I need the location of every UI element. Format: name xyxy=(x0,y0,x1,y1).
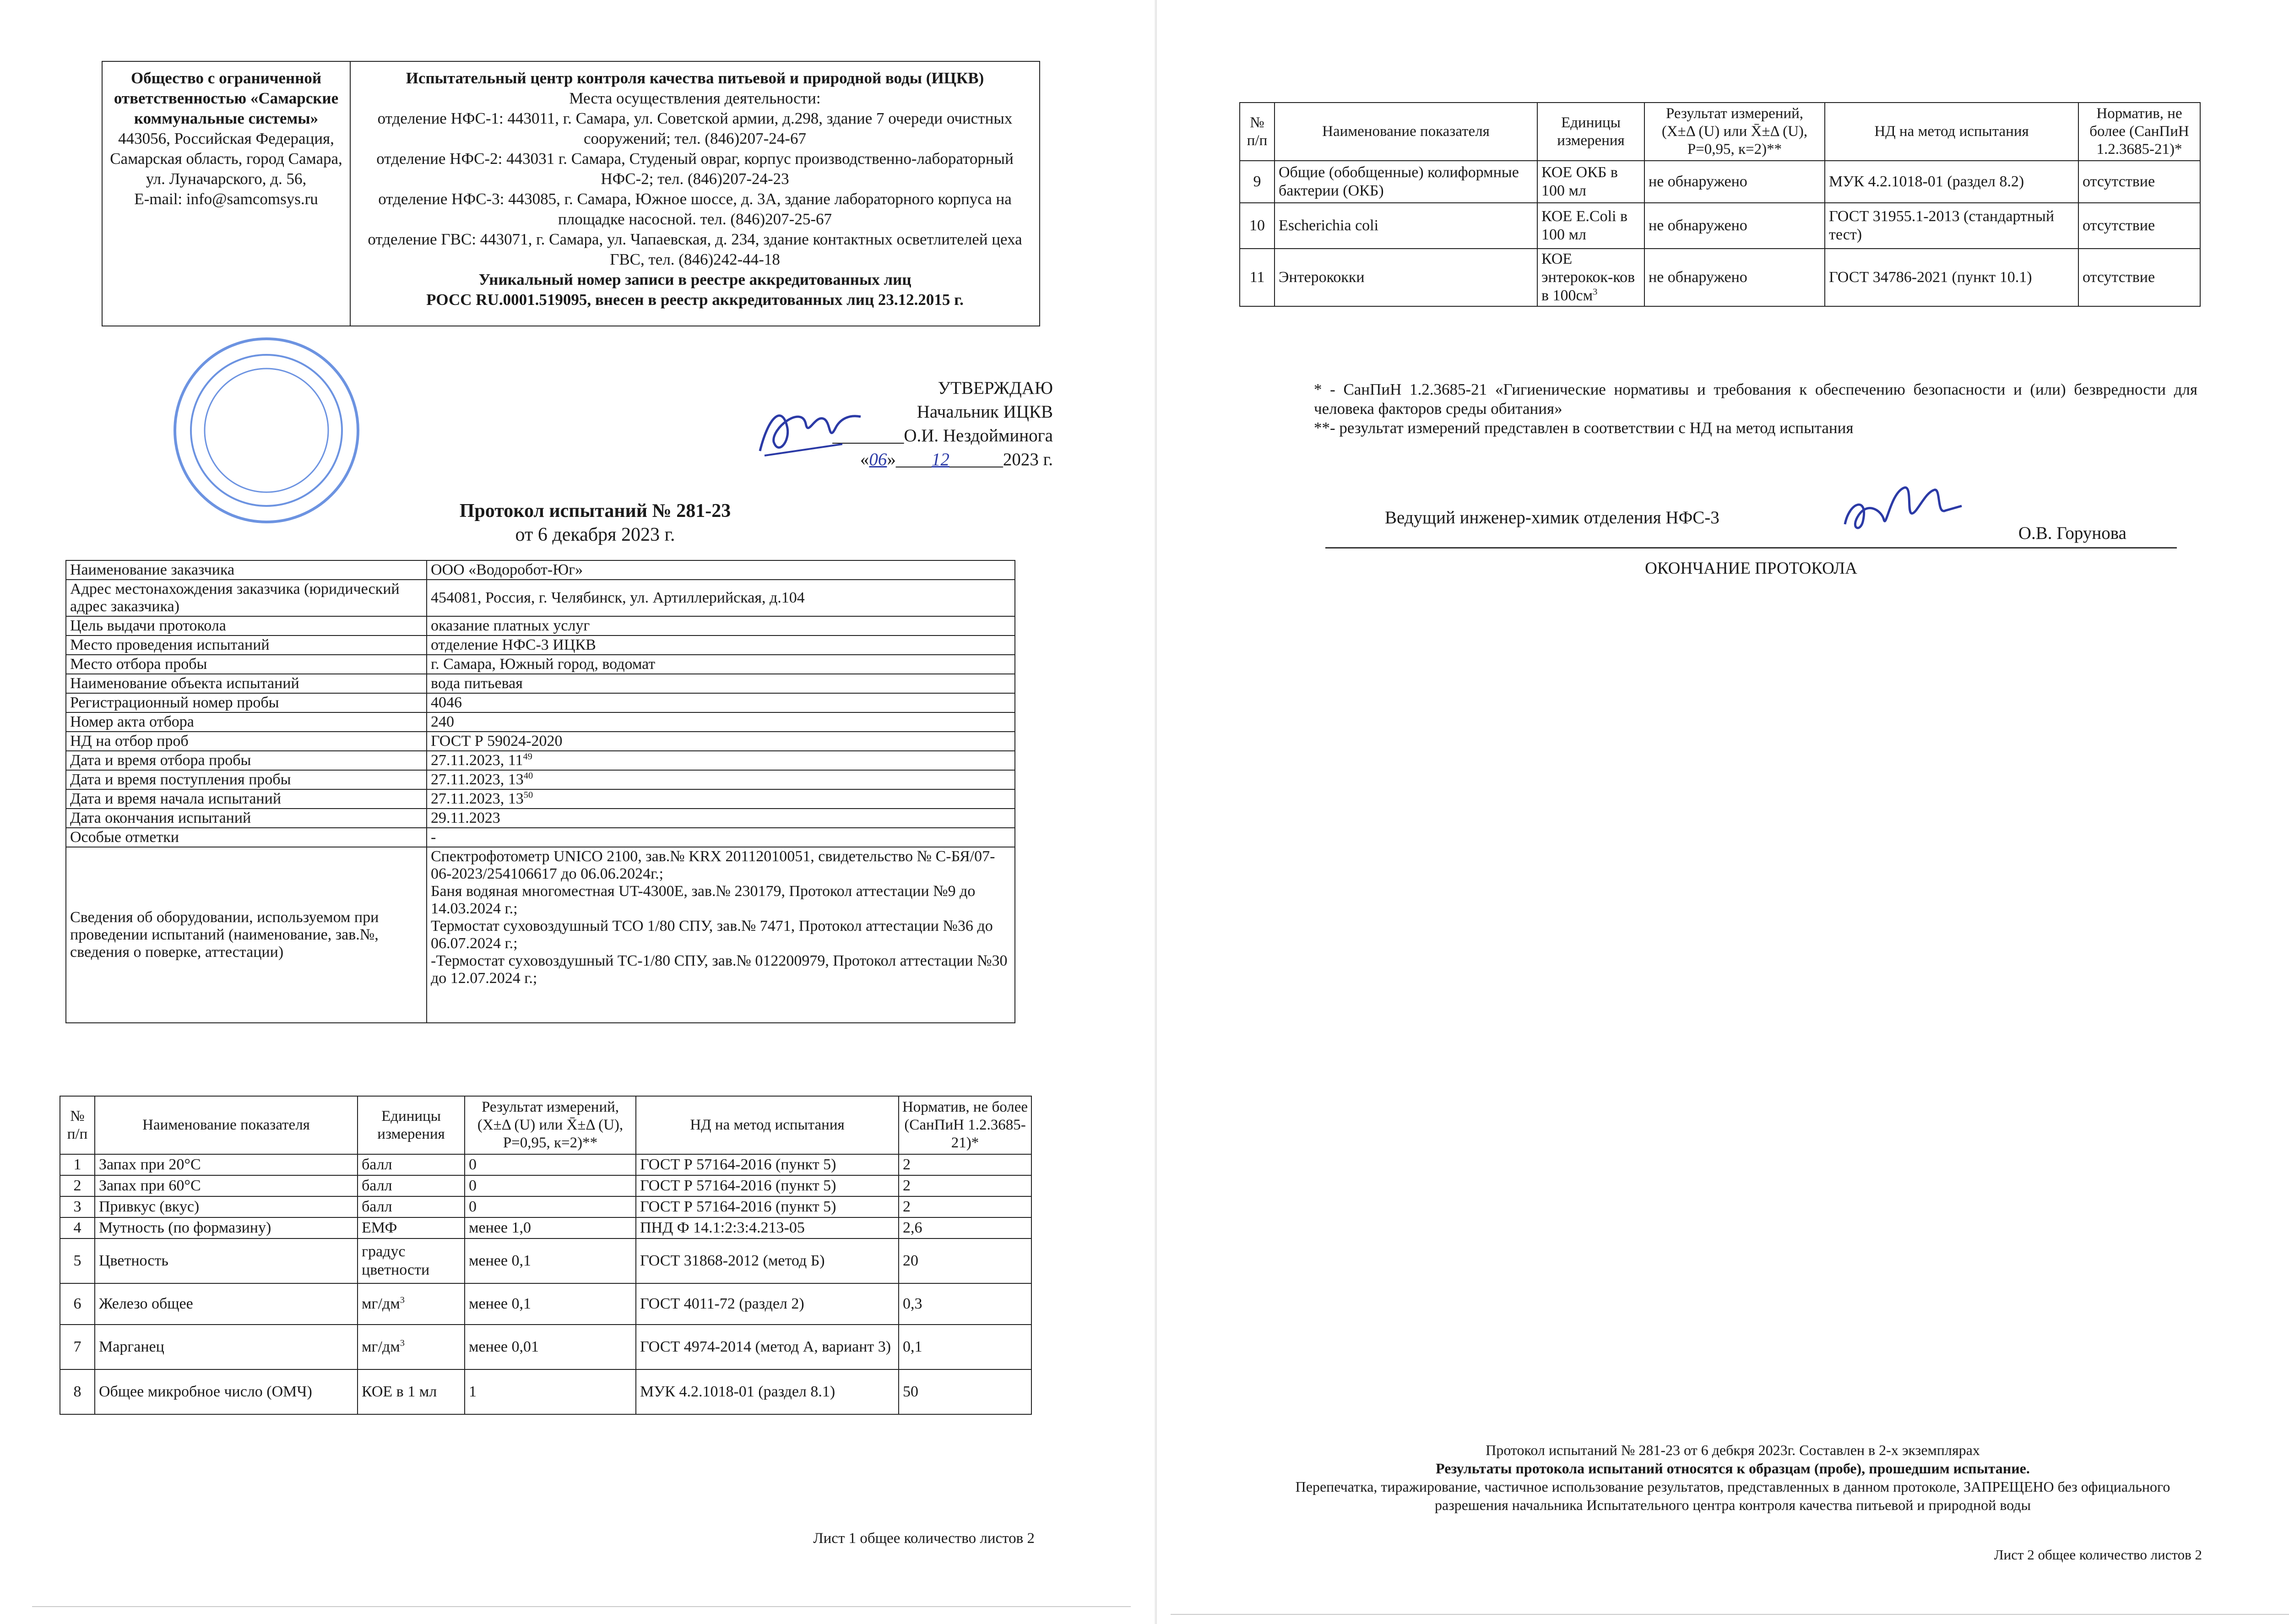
header-result: Результат измерений, (X±Δ (U) или X̄±Δ (U), P=0,95, к=2)** xyxy=(465,1096,636,1154)
result-norm-text: 50 xyxy=(903,1383,918,1400)
equipment-item: Баня водяная многоместная UT-4300E, зав.№ 230179, Протокол аттестации №9 до 14.03.2024 г.; xyxy=(431,883,976,917)
result-unit xyxy=(358,1325,465,1369)
result-method-text: МУК 4.2.1018-01 (раздел 8.1) xyxy=(640,1383,835,1400)
organization-header xyxy=(102,61,1040,326)
header-unit: Единицы измерения xyxy=(1537,103,1644,161)
result-value xyxy=(465,1154,636,1175)
result-value-text: 1 xyxy=(469,1383,477,1400)
branch-gvs: отделение ГВС: 443071, г. Самара, ул. Чапаевская, д. 234, здание контактных осветлителей цеха ГВС, тел. (846)242-44-18 xyxy=(368,230,1022,268)
result-method xyxy=(636,1154,899,1175)
info-row xyxy=(66,560,1015,580)
result-norm xyxy=(2078,203,2200,249)
result-indicator-text: Мутность (по формазину) xyxy=(99,1219,271,1236)
info-value-text: - xyxy=(431,829,436,846)
result-indicator xyxy=(1275,249,1537,306)
result-indicator-text: Escherichia coli xyxy=(1279,217,1379,234)
unit-exponent: 3 xyxy=(1593,287,1598,297)
end-divider xyxy=(1325,547,2177,549)
result-number-text: 1 xyxy=(73,1156,81,1173)
info-label: НД на отбор проб xyxy=(66,732,427,751)
header-indicator: Наименование показателя xyxy=(95,1096,358,1154)
info-value xyxy=(427,712,1015,732)
result-number xyxy=(60,1325,95,1369)
result-indicator xyxy=(1275,203,1537,249)
result-number-text: 8 xyxy=(73,1383,81,1400)
end-of-protocol: ОКОНЧАНИЕ ПРОТОКОЛА xyxy=(1645,559,1857,578)
result-unit-text: мг/дм xyxy=(362,1338,400,1355)
protocol-number: Протокол испытаний № 281-23 xyxy=(459,500,731,521)
info-value-text: ГОСТ Р 59024-2020 xyxy=(431,733,563,750)
branch-nfs3: отделение НФС-3: 443085, г. Самара, Южное шоссе, д. 3А, здание лабораторного корпуса на площадке насосной. тел. (846)207-25-67 xyxy=(378,190,1012,228)
result-norm-text: отсутствие xyxy=(2083,173,2155,190)
result-norm xyxy=(2078,249,2200,306)
unit-exponent: 3 xyxy=(400,1338,405,1348)
info-label: Дата и время поступления пробы xyxy=(66,770,427,789)
protocol-footer xyxy=(1264,1441,2202,1514)
approve-name: ________О.И. Нездойминога xyxy=(832,426,1053,445)
result-number-text: 4 xyxy=(73,1219,81,1236)
result-value xyxy=(465,1325,636,1369)
result-row xyxy=(60,1217,1031,1238)
result-indicator-text: Цветность xyxy=(99,1252,168,1269)
info-row xyxy=(66,712,1015,732)
result-indicator xyxy=(95,1154,358,1175)
header-method: НД на метод испытания xyxy=(636,1096,899,1154)
result-indicator xyxy=(95,1175,358,1196)
header-unit: Единицы измерения xyxy=(358,1096,465,1154)
branch-nfs1: отделение НФС-1: 443011, г. Самара, ул. Советской армии, д.298, здание 7 очереди очистных сооружений; тел. (846)207-24-67 xyxy=(377,109,1013,147)
result-row xyxy=(60,1154,1031,1175)
result-unit-text: КОЕ E.Coli в 100 мл xyxy=(1541,208,1628,243)
result-value xyxy=(465,1369,636,1414)
footer-copies: Протокол испытаний № 281-23 от 6 дебкря 2023г. Составлен в 2-х экземплярах xyxy=(1486,1442,1980,1458)
result-unit xyxy=(358,1238,465,1283)
result-value xyxy=(465,1238,636,1283)
result-number xyxy=(1240,161,1275,203)
info-row xyxy=(66,655,1015,674)
info-label: Особые отметки xyxy=(66,828,427,847)
equipment-row xyxy=(66,847,1015,1023)
result-norm-text: отсутствие xyxy=(2083,217,2155,234)
result-number-text: 2 xyxy=(73,1177,81,1194)
scan-edge-line xyxy=(1171,1614,2289,1615)
header-result: Результат измерений, (X±Δ (U) или X̄±Δ (U), P=0,95, к=2)** xyxy=(1644,103,1825,161)
result-norm-text: 2 xyxy=(903,1156,911,1173)
result-value-text: не обнаружено xyxy=(1649,217,1747,234)
info-value-text: оказание платных услуг xyxy=(431,617,590,634)
stamp-seal-icon xyxy=(170,334,363,527)
result-method-text: ГОСТ 4011-72 (раздел 2) xyxy=(640,1295,804,1312)
result-method-text: ГОСТ 31868-2012 (метод Б) xyxy=(640,1252,825,1269)
result-method xyxy=(636,1196,899,1217)
result-number xyxy=(60,1238,95,1283)
result-indicator xyxy=(95,1369,358,1414)
header-norm: Норматив, не более (СанПиН 1.2.3685-21)* xyxy=(899,1096,1031,1154)
result-row xyxy=(60,1283,1031,1325)
result-norm-text: 2,6 xyxy=(903,1219,922,1236)
info-value xyxy=(427,616,1015,635)
results-header-row xyxy=(60,1096,1031,1154)
approve-position: Начальник ИЦКВ xyxy=(917,402,1053,422)
result-number xyxy=(1240,249,1275,306)
result-row xyxy=(60,1369,1031,1414)
result-norm xyxy=(899,1283,1031,1325)
result-method xyxy=(636,1175,899,1196)
time-minutes: 50 xyxy=(523,790,533,800)
signer-role: Ведущий инженер-химик отделения НФС-3 xyxy=(1385,508,1719,527)
result-value-text: менее 0,1 xyxy=(469,1252,531,1269)
result-norm xyxy=(899,1217,1031,1238)
result-method xyxy=(636,1238,899,1283)
scan-edge-line xyxy=(32,1606,1131,1607)
info-value-text: г. Самара, Южный город, водомат xyxy=(431,656,656,673)
sample-info-body xyxy=(66,560,1015,1023)
result-indicator-text: Марганец xyxy=(99,1338,164,1355)
header-indicator: Наименование показателя xyxy=(1275,103,1537,161)
header-norm: Норматив, не более (СанПиН 1.2.3685-21)* xyxy=(2078,103,2200,161)
info-label: Номер акта отбора xyxy=(66,712,427,732)
info-value xyxy=(427,828,1015,847)
result-method xyxy=(1825,161,2078,203)
time-minutes: 49 xyxy=(523,751,532,762)
result-value-text: 0 xyxy=(469,1198,477,1215)
result-value-text: менее 0,1 xyxy=(469,1295,531,1312)
info-row xyxy=(66,828,1015,847)
info-value-text: ООО «Водоробот-Юг» xyxy=(431,561,583,578)
center-title: Испытательный центр контроля качества питьевой и природной воды (ИЦКВ) xyxy=(406,69,984,87)
info-row xyxy=(66,674,1015,693)
result-value xyxy=(1644,203,1825,249)
equipment-list xyxy=(427,847,1015,1023)
info-value xyxy=(427,655,1015,674)
result-method xyxy=(636,1369,899,1414)
result-indicator-text: Общие (обобщенные) колиформные бактерии (ОКБ) xyxy=(1279,164,1519,199)
info-row xyxy=(66,751,1015,770)
result-method-text: ГОСТ 4974-2014 (метод А, вариант 3) xyxy=(640,1338,891,1355)
sheet-number-2: Лист 2 общее количество листов 2 xyxy=(1994,1547,2202,1563)
equipment-item: Спектрофотометр UNICO 2100, зав.№ KRX 20112010051, свидетельство № С-БЯ/07-06-2023/254106617 до 06.06.2024г.; xyxy=(431,848,995,882)
footnotes xyxy=(1314,380,2197,438)
info-value-text: 29.11.2023 xyxy=(431,809,500,826)
result-number-text: 11 xyxy=(1249,269,1265,286)
result-unit xyxy=(1537,249,1644,306)
result-number-text: 5 xyxy=(73,1252,81,1269)
signature-icon xyxy=(751,387,870,465)
info-row xyxy=(66,789,1015,809)
header-number: № п/п xyxy=(60,1096,95,1154)
info-value xyxy=(427,674,1015,693)
result-norm xyxy=(899,1154,1031,1175)
result-norm-text: 20 xyxy=(903,1252,918,1269)
result-number xyxy=(60,1217,95,1238)
signature-line xyxy=(1385,507,2126,543)
result-value-text: 0 xyxy=(469,1177,477,1194)
result-method xyxy=(636,1283,899,1325)
unit-exponent: 3 xyxy=(400,1295,405,1305)
header-method: НД на метод испытания xyxy=(1825,103,2078,161)
result-method xyxy=(636,1217,899,1238)
org-email: E-mail: info@samcomsys.ru xyxy=(134,190,318,208)
footnote-result: **- результат измерений представлен в соответствии с НД на метод испытания xyxy=(1314,419,1854,437)
results-table-page-2 xyxy=(1239,102,2201,307)
info-row xyxy=(66,770,1015,789)
info-row xyxy=(66,580,1015,616)
footnote-sanpin: * - СанПиН 1.2.3685-21 «Гигиенические нормативы и требования к обеспечению безопасности и (или) безвредности для человека факторов среды обитания» xyxy=(1314,380,2197,418)
approve-date: «06»____12______2023 г. xyxy=(860,450,1053,469)
info-value xyxy=(427,770,1015,789)
result-method-text: ГОСТ Р 57164-2016 (пункт 5) xyxy=(640,1198,836,1215)
result-indicator-text: Привкус (вкус) xyxy=(99,1198,200,1215)
result-number xyxy=(60,1369,95,1414)
result-unit xyxy=(358,1175,465,1196)
results-body-page-1 xyxy=(60,1154,1031,1414)
result-row xyxy=(1240,203,2200,249)
result-norm-text: 0,1 xyxy=(903,1338,922,1355)
info-label: Дата и время отбора пробы xyxy=(66,751,427,770)
info-label: Адрес местонахождения заказчика (юридический адрес заказчика) xyxy=(66,580,427,616)
result-indicator xyxy=(95,1283,358,1325)
result-indicator-text: Запах при 20°С xyxy=(99,1156,201,1173)
result-value-text: менее 1,0 xyxy=(469,1219,531,1236)
info-value xyxy=(427,732,1015,751)
result-norm xyxy=(899,1175,1031,1196)
result-indicator xyxy=(95,1325,358,1369)
result-row xyxy=(60,1196,1031,1217)
result-value-text: менее 0,01 xyxy=(469,1338,539,1355)
result-indicator xyxy=(95,1196,358,1217)
equipment-label: Сведения об оборудовании, используемом при проведении испытаний (наименование, зав.№, сведения о поверке, аттестации) xyxy=(66,847,427,1023)
info-value xyxy=(427,751,1015,770)
result-method-text: ГОСТ 34786-2021 (пункт 10.1) xyxy=(1829,269,2032,286)
info-value-text: 27.11.2023, 11 xyxy=(431,752,523,769)
center-cell xyxy=(350,61,1040,326)
info-label: Наименование объекта испытаний xyxy=(66,674,427,693)
result-unit-text: КОЕ ОКБ в 100 мл xyxy=(1541,164,1618,199)
branch-nfs2: отделение НФС-2: 443031 г. Самара, Студеный овраг, корпус производственно-лабораторный НФС-2; тел. (846)207-24-23 xyxy=(376,150,1014,188)
result-unit xyxy=(358,1196,465,1217)
header-number: № п/п xyxy=(1240,103,1275,161)
result-norm xyxy=(899,1238,1031,1283)
footer-scope: Результаты протокола испытаний относятся к образцам (пробе), прошедшим испытание. xyxy=(1436,1460,2030,1477)
result-indicator xyxy=(95,1238,358,1283)
info-row xyxy=(66,635,1015,655)
result-method xyxy=(636,1325,899,1369)
sheet-number-1: Лист 1 общее количество листов 2 xyxy=(813,1530,1035,1547)
result-unit xyxy=(358,1369,465,1414)
result-number-text: 3 xyxy=(73,1198,81,1215)
accreditation-line-1: Уникальный номер записи в реестре аккредитованных лиц xyxy=(478,271,911,288)
result-number xyxy=(60,1175,95,1196)
result-indicator-text: Железо общее xyxy=(99,1295,193,1312)
footer-copyright: Перепечатка, тиражирование, частичное использование результатов, представленных в данном протоколе, ЗАПРЕЩЕНО без официального разрешения начальника Испытательного центра контроля качества питьевой и природной воды xyxy=(1295,1478,2170,1513)
center-subtitle: Места осуществления деятельности: xyxy=(569,89,821,107)
result-unit-text: мг/дм xyxy=(362,1295,400,1312)
result-number xyxy=(60,1196,95,1217)
sample-info-table xyxy=(65,560,1015,1023)
result-indicator xyxy=(95,1217,358,1238)
protocol-date: от 6 декабря 2023 г. xyxy=(515,524,675,545)
info-value-text: 27.11.2023, 13 xyxy=(431,771,524,788)
result-number-text: 9 xyxy=(1253,173,1261,190)
result-unit xyxy=(358,1217,465,1238)
result-number xyxy=(60,1154,95,1175)
result-row xyxy=(1240,249,2200,306)
result-value xyxy=(1644,249,1825,306)
results-body-page-2 xyxy=(1240,161,2200,306)
result-unit-text: градус цветности xyxy=(362,1243,430,1278)
result-method-text: ГОСТ 31955.1-2013 (стандартный тест) xyxy=(1829,208,2055,243)
time-minutes: 40 xyxy=(523,771,533,781)
result-value xyxy=(465,1217,636,1238)
result-method-text: МУК 4.2.1018-01 (раздел 8.2) xyxy=(1829,173,2024,190)
result-method xyxy=(1825,203,2078,249)
info-value-text: 27.11.2023, 13 xyxy=(431,790,524,807)
result-unit xyxy=(358,1283,465,1325)
result-number-text: 6 xyxy=(73,1295,81,1312)
info-value xyxy=(427,693,1015,712)
info-value xyxy=(427,580,1015,616)
result-row xyxy=(60,1325,1031,1369)
org-address: 443056, Российская Федерация, Самарская область, город Самара, ул. Луначарского, д. 56, xyxy=(110,130,342,188)
equipment-item: -Термостат суховоздушный ТС-1/80 СПУ, зав.№ 012200979, Протокол аттестации №30 до 12.07.2024 г.; xyxy=(431,952,1008,987)
signature-icon xyxy=(1836,474,1969,543)
result-norm-text: 0,3 xyxy=(903,1295,922,1312)
result-unit xyxy=(1537,203,1644,249)
result-indicator-text: Общее микробное число (ОМЧ) xyxy=(99,1383,312,1400)
result-method-text: ПНД Ф 14.1:2:3:4.213-05 xyxy=(640,1219,805,1236)
result-norm xyxy=(2078,161,2200,203)
result-row xyxy=(60,1175,1031,1196)
info-value-text: 454081, Россия, г. Челябинск, ул. Артиллерийская, д.104 xyxy=(431,589,805,606)
result-unit-text: ЕМФ xyxy=(362,1219,397,1236)
result-value xyxy=(465,1196,636,1217)
info-label: Наименование заказчика xyxy=(66,560,427,580)
info-value xyxy=(427,809,1015,828)
result-row xyxy=(60,1238,1031,1283)
result-unit-text: балл xyxy=(362,1198,392,1215)
result-norm-text: 2 xyxy=(903,1198,911,1215)
result-value xyxy=(465,1175,636,1196)
info-label: Место проведения испытаний xyxy=(66,635,427,655)
info-row xyxy=(66,616,1015,635)
result-number xyxy=(1240,203,1275,249)
info-label: Дата окончания испытаний xyxy=(66,809,427,828)
info-value-text: вода питьевая xyxy=(431,675,523,692)
info-label: Цель выдачи протокола xyxy=(66,616,427,635)
signer-name: О.В. Горунова xyxy=(2018,523,2126,543)
info-label: Дата и время начала испытаний xyxy=(66,789,427,809)
result-norm-text: отсутствие xyxy=(2083,269,2155,286)
result-method-text: ГОСТ Р 57164-2016 (пункт 5) xyxy=(640,1177,836,1194)
org-name: Общество с ограниченной ответственностью «Самарские коммунальные системы» xyxy=(114,69,339,127)
info-row xyxy=(66,809,1015,828)
result-indicator-text: Запах при 60°С xyxy=(99,1177,201,1194)
result-unit xyxy=(1537,161,1644,203)
result-unit-text: КОЕ энтерокок-ков в 100см xyxy=(1541,250,1635,304)
result-unit-text: КОЕ в 1 мл xyxy=(362,1383,437,1400)
info-label: Регистрационный номер пробы xyxy=(66,693,427,712)
result-unit xyxy=(358,1154,465,1175)
result-number-text: 7 xyxy=(73,1338,81,1355)
info-value-text: 240 xyxy=(431,713,454,730)
accreditation-line-2: РОСС RU.0001.519095, внесен в реестр аккредитованных лиц 23.12.2015 г. xyxy=(426,291,964,309)
approve-word: УТВЕРЖДАЮ xyxy=(938,378,1053,398)
info-row xyxy=(66,732,1015,751)
result-number-text: 10 xyxy=(1249,217,1265,234)
result-method-text: ГОСТ Р 57164-2016 (пункт 5) xyxy=(640,1156,836,1173)
result-value-text: не обнаружено xyxy=(1649,173,1747,190)
result-indicator xyxy=(1275,161,1537,203)
result-number xyxy=(60,1283,95,1325)
result-method xyxy=(1825,249,2078,306)
result-indicator-text: Энтерококки xyxy=(1279,269,1365,286)
info-value-text: 4046 xyxy=(431,694,462,711)
info-value-text: отделение НФС-3 ИЦКВ xyxy=(431,636,596,653)
result-value xyxy=(465,1283,636,1325)
protocol-title xyxy=(320,499,870,547)
result-norm xyxy=(899,1196,1031,1217)
result-value-text: не обнаружено xyxy=(1649,269,1747,286)
results-table-page-1 xyxy=(60,1096,1032,1415)
results-header-row xyxy=(1240,103,2200,161)
info-row xyxy=(66,693,1015,712)
result-row xyxy=(1240,161,2200,203)
equipment-item: Термостат суховоздушный ТСО 1/80 СПУ, зав.№ 7471, Протокол аттестации №36 до 06.07.2024 г.; xyxy=(431,918,993,952)
org-cell xyxy=(102,61,350,326)
result-unit-text: балл xyxy=(362,1177,392,1194)
result-value-text: 0 xyxy=(469,1156,477,1173)
result-norm xyxy=(899,1325,1031,1369)
info-value xyxy=(427,789,1015,809)
info-value xyxy=(427,635,1015,655)
result-norm xyxy=(899,1369,1031,1414)
result-norm-text: 2 xyxy=(903,1177,911,1194)
info-label: Место отбора пробы xyxy=(66,655,427,674)
info-value xyxy=(427,560,1015,580)
result-value xyxy=(1644,161,1825,203)
result-unit-text: балл xyxy=(362,1156,392,1173)
